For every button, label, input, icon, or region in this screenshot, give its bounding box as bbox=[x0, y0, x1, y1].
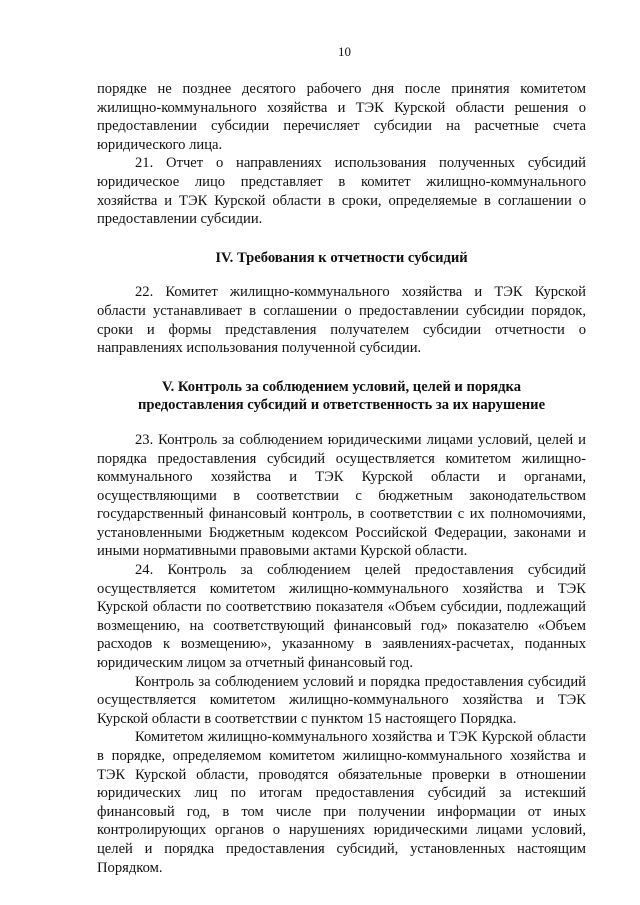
paragraph-24-mandatory-checks: Комитетом жилищно-коммунального хозяйства и ТЭК Курской области в порядке, определяемом комитетом жилищно-коммунального хозяйства и ТЭК Курской области, проводятся обязательные проверки в отношении юридических лиц по итогам предоставления субсидий за истекший финансовый год, в том числе при получении информации от иных контролирующих органов о нарушениях юридическими лицами условий, целей и порядка предоставления субсидий, установленных настоящим Порядком. bbox=[97, 729, 586, 876]
section-heading-iv: IV. Требования к отчетности субсидий bbox=[215, 249, 468, 266]
section-heading-v-line-1: V. Контроль за соблюдением условий, целей и порядка bbox=[161, 378, 522, 395]
paragraph-23: 23. Контроль за соблюдением юридическими лицами условий, целей и порядка предоставления субсидий осуществляется комитетом жилищно-коммунального хозяйства и ТЭК Курской области и органами, осуществляющими в соответствии с бюджетным законодательством государственный финансовый контроль, в соответствии с их полномочиями, установленными Бюджетным кодексом Российской Федерации, законами и иными нормативными правовыми актами Курской области. bbox=[97, 431, 586, 560]
paragraph-continuation: порядке не позднее десятого рабочего дня после принятия комитетом жилищно-коммунального хозяйства и ТЭК Курской области решения о предоставлении субсидии перечисляет субсидии на расчетные счета юридического лица. bbox=[97, 81, 586, 153]
paragraph-22: 22. Комитет жилищно-коммунального хозяйства и ТЭК Курской области устанавливает в соглашении о предоставлении субсидии порядок, сроки и формы представления получателем субсидии отчетности о направлениях использования полученной субсидии. bbox=[97, 284, 586, 357]
section-heading-v-line-2: предоставления субсидий и ответственность за их нарушение bbox=[137, 397, 546, 414]
paragraph-21: 21. Отчет о направлениях использования полученных субсидий юридическое лицо представляет в комитет жилищно-коммунального хозяйства и ТЭК Курской области в сроки, определяемые в соглашении о предоставлении субсидии. bbox=[97, 155, 586, 228]
paragraph-24: 24. Контроль за соблюдением целей предоставления субсидий осуществляется комитетом жилищно-коммунального хозяйства и ТЭК Курской области по соответствию показателя «Объем субсидии, подлежащий возмещению, на соответствующий финансовый год» показателю «Объем расходов к возмещению», указанному в заявлениях-расчетах, поданных юридическим лицом за отчетный финансовый год. bbox=[97, 562, 586, 672]
paragraph-24-control-conditions: Контроль за соблюдением условий и порядка предоставления субсидий осуществляется комитетом жилищно-коммунального хозяйства и ТЭК Курской области в соответствии с пунктом 15 настоящего Порядка. bbox=[97, 673, 586, 727]
section-heading-v bbox=[97, 378, 586, 415]
page-number: 10 bbox=[338, 44, 351, 59]
